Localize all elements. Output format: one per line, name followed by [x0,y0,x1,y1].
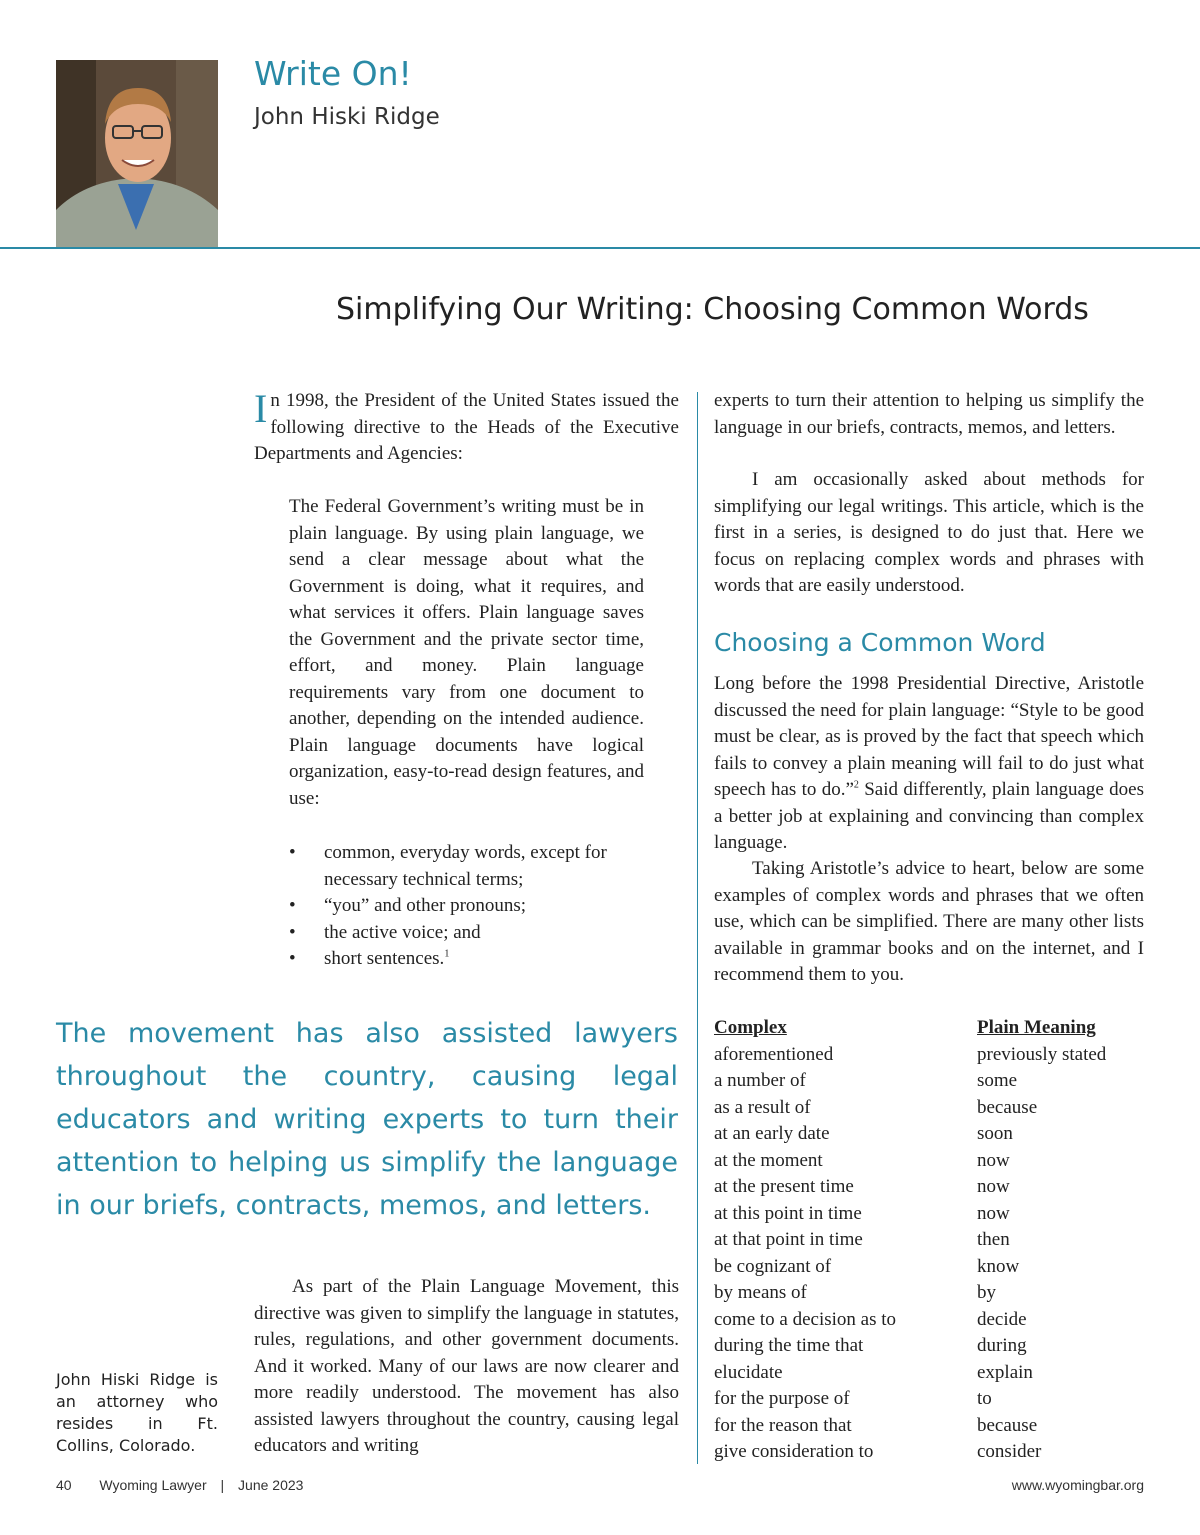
table-row: at the moment now [714,1149,1010,1171]
examples-paragraph: Taking Aristotle’s advice to heart, below are some examples of complex words and phrases that we often use, which can be simplified. There are many other lists available in grammar books and on the internet, and I recommend them to you. [714,858,1144,985]
table-row: by means of by [714,1282,996,1303]
table-row: a number of some [714,1070,1018,1091]
table-row: at this point in time now [714,1202,1010,1224]
directive-quote [289,494,644,812]
footer-separator: | [220,1477,225,1493]
header-complex: Complex [714,1017,787,1038]
section-heading: Choosing a Common Word [714,628,1046,657]
list-item: • the active voice; and [289,920,644,947]
column-author: John Hiski Ridge [254,104,440,130]
list-item: • short sentences.$^1$ [289,946,644,973]
author-bio: John Hiski Ridge is an attorney who resides in Ft. Collins, Colorado. [56,1370,218,1455]
word-comparison-table [714,1015,1144,1466]
methods-paragraph: I am occasionally asked about methods for simplifying our legal writings. This article, which is the first in a series, is designed to do just that. Here we focus on replacing complex words and phrases with words that are easily understood. [714,469,1144,596]
table-row: at that point in time then [714,1229,1010,1250]
table-row: aforementioned previously stated [714,1043,1107,1065]
pull-quote: The movement has also assisted lawyers throughout the country, causing legal educators and writing experts to turn their attention to helping us simplify the language in our briefs, contracts, memos, and letters. [56,1018,678,1221]
directive-quote-text: The Federal Government’s writing must be in plain language. By using plain language, we send a clear message about what the Government is doing, what it requires, and what services it offers. Plain language saves the Government and the private sector time, effort, and money. Plain language requirements vary from one document to another, depending on the intended audience. Plain language documents have logical organization, easy-to-read design features, and use: [289,496,644,809]
table-row: at an early date soon [714,1123,1013,1144]
footnote-ref: 2 [853,779,859,791]
table-row: as a result of because [714,1096,1038,1118]
author-photo [56,60,218,248]
page-number: 40 [56,1477,72,1493]
table-row: for the purpose of to [714,1388,992,1409]
table-row: give consideration to consider [714,1441,1042,1462]
movement-paragraph: As part of the Plain Language Movement, this directive was given to simplify the language in statutes, rules, regulations, and other government documents. And it worked. Many of our laws are now clearer and more readily understood. The movement has also assisted lawyers throughout the country, causing legal educators and writing [254,1276,679,1456]
intro-paragraph [254,388,679,468]
table-row: for the reason that because [714,1414,1038,1436]
list-item: • “you” and other pronouns; [289,893,644,920]
table-header-row [714,1015,1144,1042]
table-row: be cognizant of know [714,1255,1020,1277]
publication-name: Wyoming Lawyer [99,1477,207,1493]
footnote-ref: 1 [444,948,450,960]
author-portrait-image [56,60,218,248]
issue-date: June 2023 [238,1477,304,1493]
header-divider [0,247,1200,249]
footer-publication-info [56,1477,303,1493]
aristotle-paragraph: Long before the 1998 Presidential Directive, Aristotle discussed the need for plain language: “Style to be good must be clear, as is proved by the fact that speech which fails to convey a plain meaning will fail to do just what speech has to do.”$^2$ Said differently, plain language does a better job at explaining and convincing than complex language. [714,673,1144,853]
table-row: elucidate explain [714,1361,1033,1383]
header-plain-meaning: Plain Meaning [977,1017,1096,1038]
column-title: Write On! [254,54,412,93]
article-title: Simplifying Our Writing: Choosing Common Words [336,292,1089,327]
table-row: at the present time now [714,1176,1010,1197]
footer-website: www.wyomingbar.org [1011,1477,1144,1493]
table-row: during the time that during [714,1335,1027,1356]
table-row: come to a decision as to decide [714,1308,1027,1330]
list-item: • common, everyday words, except for necessary technical terms; [289,840,644,893]
intro-text: n 1998, the President of the United States issued the following directive to the Heads of the Executive Departments and Agencies: [254,390,679,464]
directive-bullet-list [289,840,644,973]
drop-cap: I [254,386,268,431]
continuation-paragraph: experts to turn their attention to helping us simplify the language in our briefs, contracts, memos, and letters. [714,390,1144,438]
column-divider [697,392,698,1464]
